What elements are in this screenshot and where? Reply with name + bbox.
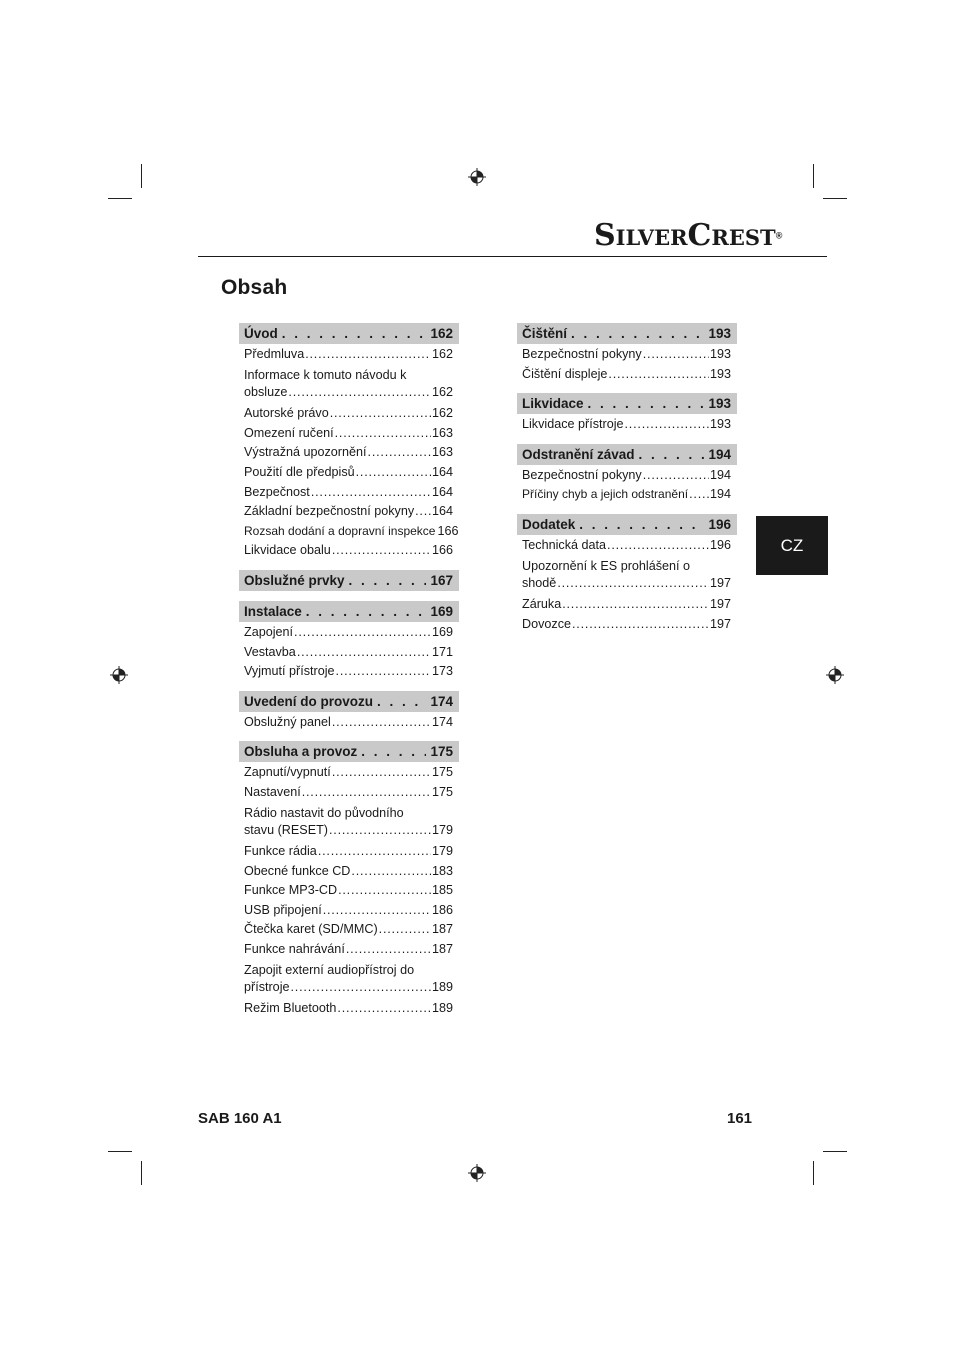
toc-entry-text: Likvidace obalu xyxy=(244,543,331,558)
leader-dots xyxy=(294,623,431,643)
toc-section-page: 196 xyxy=(708,516,731,532)
leader-dots xyxy=(332,763,431,783)
toc-entry-page: 194 xyxy=(709,487,731,502)
toc-section xyxy=(239,741,459,1019)
toc-entry[interactable] xyxy=(239,805,459,841)
toc-entry[interactable] xyxy=(517,485,737,505)
toc-entry[interactable] xyxy=(239,623,459,643)
leader-dots xyxy=(323,901,431,921)
crop-mark xyxy=(108,198,132,199)
toc-entry-text-continued: přístroje xyxy=(244,980,290,995)
leader-dots xyxy=(336,662,431,682)
toc-entry[interactable] xyxy=(239,999,459,1019)
crop-mark xyxy=(108,1151,132,1152)
toc-section-heading[interactable] xyxy=(239,691,459,712)
toc-entry[interactable] xyxy=(239,881,459,901)
toc-entry-page: 164 xyxy=(431,464,453,479)
crop-mark xyxy=(823,1151,847,1152)
crop-mark xyxy=(141,164,142,188)
toc-entry-text: Omezení ručení xyxy=(244,425,334,440)
toc-section-title: Likvidace xyxy=(522,396,584,412)
toc-section xyxy=(239,601,459,682)
crop-mark xyxy=(813,1161,814,1185)
leader-dots xyxy=(562,595,709,615)
toc-section-page: 193 xyxy=(708,326,731,341)
toc-entry[interactable] xyxy=(239,522,459,542)
leader-dots xyxy=(338,881,431,901)
toc-section-page: 174 xyxy=(430,693,453,709)
page-title: Obsah xyxy=(221,276,288,299)
toc-entry-page: 197 xyxy=(709,576,731,591)
toc-section-heading[interactable] xyxy=(239,323,459,344)
toc-entry-page: 175 xyxy=(431,784,453,799)
toc-section xyxy=(517,444,737,505)
toc-entry-page: 187 xyxy=(431,922,453,937)
leader-dots xyxy=(329,822,431,840)
leader-dots xyxy=(337,999,431,1019)
leader-dots xyxy=(415,502,431,522)
toc-entry-page: 174 xyxy=(431,714,453,729)
toc-entry-page: 162 xyxy=(431,385,453,400)
toc-entry[interactable] xyxy=(239,404,459,424)
leader-dots xyxy=(572,615,709,635)
toc-column-left xyxy=(239,323,459,1028)
language-tab-label: CZ xyxy=(780,535,804,555)
toc-entry[interactable] xyxy=(239,643,459,663)
toc-entry[interactable] xyxy=(517,415,737,435)
toc-entry-text: Dovozce xyxy=(522,616,571,631)
toc-entry-text: Funkce MP3-CD xyxy=(244,883,338,898)
toc-entry-text: Vyjmutí přístroje xyxy=(244,664,335,679)
toc-entry-text: Nastavení xyxy=(244,784,301,799)
leader-dots xyxy=(361,744,426,759)
leader-dots xyxy=(689,485,709,505)
toc-entry[interactable] xyxy=(517,558,737,594)
toc-section-title: Dodatek xyxy=(522,516,576,532)
toc-entry-text: Obecné funkce CD xyxy=(244,863,351,878)
toc-entry-page: 185 xyxy=(431,883,453,898)
toc-entry[interactable] xyxy=(239,502,459,522)
toc-entry-page: 173 xyxy=(431,664,453,679)
toc-entry[interactable] xyxy=(239,940,459,960)
toc-section-page: 175 xyxy=(430,744,453,760)
toc-entry-page: 175 xyxy=(431,765,453,780)
toc-entry-page: 183 xyxy=(431,863,453,878)
registration-mark-icon xyxy=(110,666,128,684)
leader-dots xyxy=(639,447,705,462)
leader-dots xyxy=(302,783,431,803)
toc-entry[interactable] xyxy=(239,920,459,940)
toc-entry-page: 189 xyxy=(431,980,453,995)
registration-mark-icon xyxy=(468,1164,486,1182)
leader-dots xyxy=(608,365,709,385)
toc-entry-page: 162 xyxy=(431,347,453,361)
toc-section-title: Čištění xyxy=(522,326,568,341)
toc-section-heading[interactable] xyxy=(239,741,459,762)
toc-entry-text: Zapojit externí audiopřístroj do xyxy=(244,962,415,977)
toc-entry-text: Bezpečnost xyxy=(244,484,310,499)
leader-dots xyxy=(346,940,431,960)
toc-section-title: Instalace xyxy=(244,603,302,619)
toc-section-title: Obsluha a provoz xyxy=(244,744,358,760)
toc-section-title: Úvod xyxy=(244,326,278,341)
leader-dots xyxy=(332,541,431,561)
toc-entry-page: 193 xyxy=(709,347,731,361)
toc-entry[interactable] xyxy=(239,345,459,365)
toc-entry-text: Bezpečnostní pokyny xyxy=(522,467,642,482)
toc-entry-text: Čtečka karet (SD/MMC) xyxy=(244,922,378,937)
toc-entry-text: Funkce rádia xyxy=(244,844,317,859)
leader-dots xyxy=(297,643,431,663)
toc-entry[interactable] xyxy=(239,662,459,682)
toc-column-right xyxy=(517,323,737,643)
toc-entry-text: Likvidace přístroje xyxy=(522,417,624,432)
toc-section-page: 162 xyxy=(430,326,453,341)
toc-entry-text: Informace k tomuto návodu k xyxy=(244,367,407,382)
leader-dots xyxy=(332,713,431,733)
toc-entry-page: 163 xyxy=(431,445,453,460)
toc-entry[interactable] xyxy=(239,483,459,503)
language-tab xyxy=(756,516,828,575)
toc-entry[interactable] xyxy=(517,615,737,635)
toc-entry[interactable] xyxy=(239,862,459,882)
leader-dots xyxy=(306,604,427,619)
leader-dots xyxy=(335,424,431,444)
toc-entry-text: Technická data xyxy=(522,537,607,552)
leader-dots xyxy=(607,536,709,556)
toc-entry[interactable] xyxy=(517,365,737,385)
toc-entry[interactable] xyxy=(239,962,459,998)
toc-entry-page: 163 xyxy=(431,425,453,440)
leader-dots xyxy=(288,384,431,402)
leader-dots xyxy=(557,575,709,593)
toc-entry-page: 197 xyxy=(709,597,731,612)
toc-entry[interactable] xyxy=(517,345,737,365)
leader-dots xyxy=(368,443,431,463)
toc-entry-page: 196 xyxy=(709,537,731,552)
leader-dots xyxy=(351,862,431,882)
toc-entry-text: Použití dle předpisů xyxy=(244,464,355,479)
toc-entry-page: 197 xyxy=(709,616,731,631)
toc-entry[interactable] xyxy=(239,443,459,463)
registration-mark-icon xyxy=(826,666,844,684)
toc-entry-text: Příčiny chyb a jejich odstranění xyxy=(522,487,689,502)
leader-dots xyxy=(571,326,704,341)
toc-entry-text: Rádio nastavit do původního xyxy=(244,805,404,820)
leader-dots xyxy=(643,466,709,486)
crop-mark xyxy=(813,164,814,188)
toc-entry-text: Obslužný panel xyxy=(244,714,331,729)
toc-section xyxy=(517,514,737,634)
toc-entry-text: Zapojení xyxy=(244,624,294,639)
toc-entry-text: Čištění displeje xyxy=(522,366,608,381)
page-number: 161 xyxy=(727,1110,753,1127)
toc-entry[interactable] xyxy=(239,367,459,403)
toc-entry[interactable] xyxy=(239,713,459,733)
leader-dots xyxy=(291,979,431,997)
toc-entry-text: Zapnutí/vypnutí xyxy=(244,765,331,780)
toc-section-page: 169 xyxy=(430,603,453,619)
toc-entry-text: Výstražná upozornění xyxy=(244,445,367,460)
leader-dots xyxy=(356,463,431,483)
toc-section-title: Obslužné prvky xyxy=(244,572,345,588)
toc-section-title: Odstranění závad xyxy=(522,446,635,462)
toc-entry[interactable] xyxy=(239,842,459,862)
toc-entry-text: Záruka xyxy=(522,597,562,612)
registration-mark-icon xyxy=(468,168,486,186)
toc-entry[interactable] xyxy=(517,466,737,486)
toc-section-heading[interactable] xyxy=(517,444,737,465)
toc-entry-text-continued: shodě xyxy=(522,576,557,591)
toc-entry-text: Rozsah dodání a dopravní inspekce xyxy=(244,523,436,538)
toc-entry-text: Funkce nahrávání xyxy=(244,942,345,957)
toc-entry[interactable] xyxy=(239,424,459,444)
toc-entry-text: Vestavba xyxy=(244,644,296,659)
toc-entry-page: 166 xyxy=(431,543,453,558)
leader-dots xyxy=(377,694,426,709)
toc-entry-page: 164 xyxy=(431,504,453,519)
model-number: SAB 160 A1 xyxy=(198,1110,282,1127)
toc-section-heading[interactable] xyxy=(517,393,737,414)
toc-section xyxy=(239,323,459,561)
leader-dots xyxy=(318,842,431,862)
toc-section-page: 193 xyxy=(708,396,731,412)
toc-entry-page: 166 xyxy=(437,523,459,538)
toc-entry-text: Režim Bluetooth xyxy=(244,1001,337,1016)
leader-dots xyxy=(379,920,431,940)
toc-section xyxy=(239,691,459,733)
toc-entry-text-continued: stavu (RESET) xyxy=(244,823,328,838)
toc-section-heading[interactable] xyxy=(239,601,459,622)
toc-entry[interactable] xyxy=(239,763,459,783)
toc-entry-page: 164 xyxy=(431,484,453,499)
toc-entry-page: 162 xyxy=(431,406,453,421)
toc-section-heading[interactable] xyxy=(239,570,459,591)
toc-section-page: 167 xyxy=(430,572,453,588)
toc-entry[interactable] xyxy=(239,783,459,803)
toc-entry[interactable] xyxy=(517,536,737,556)
toc-section xyxy=(517,393,737,435)
leader-dots xyxy=(282,326,427,341)
leader-dots xyxy=(625,415,709,435)
toc-entry-page: 169 xyxy=(431,624,453,639)
toc-entry[interactable] xyxy=(239,901,459,921)
leader-dots xyxy=(588,396,705,411)
crop-mark xyxy=(823,198,847,199)
toc-entry-page: 189 xyxy=(431,1001,453,1016)
toc-entry[interactable] xyxy=(239,541,459,561)
toc-section-page: 194 xyxy=(708,446,731,462)
toc-section xyxy=(517,323,737,384)
crop-mark xyxy=(141,1161,142,1185)
toc-entry-text: Bezpečnostní pokyny xyxy=(522,347,642,361)
toc-entry-page: 187 xyxy=(431,942,453,957)
header-rule xyxy=(198,256,827,257)
leader-dots xyxy=(311,483,431,503)
toc-entry-text: Předmluva xyxy=(244,347,305,361)
toc-entry-text: USB připojení xyxy=(244,902,322,917)
leader-dots xyxy=(579,517,704,532)
toc-entry-page: 186 xyxy=(431,902,453,917)
toc-entry-text: Základní bezpečnostní pokyny xyxy=(244,504,415,519)
toc-section-heading[interactable] xyxy=(517,323,737,344)
leader-dots xyxy=(305,345,431,365)
brand-logo: SILVERCREST® xyxy=(594,218,783,253)
toc-entry-text: Autorské právo xyxy=(244,406,329,421)
toc-section xyxy=(239,570,459,592)
toc-section-title: Uvedení do provozu xyxy=(244,693,374,709)
leader-dots xyxy=(349,573,427,588)
toc-entry-page: 179 xyxy=(431,823,453,838)
toc-entry-page: 193 xyxy=(709,417,731,432)
toc-entry-text: Upozornění k ES prohlášení o xyxy=(522,558,691,573)
leader-dots xyxy=(330,404,431,424)
toc-entry[interactable] xyxy=(239,463,459,483)
toc-entry-page: 193 xyxy=(709,366,731,381)
toc-entry-page: 171 xyxy=(431,644,453,659)
toc-section-heading[interactable] xyxy=(517,514,737,535)
toc-entry-page: 194 xyxy=(709,467,731,482)
toc-entry[interactable] xyxy=(517,595,737,615)
leader-dots xyxy=(643,345,709,365)
toc-entry-text-continued: obsluze xyxy=(244,385,288,400)
toc-entry-page: 179 xyxy=(431,844,453,859)
